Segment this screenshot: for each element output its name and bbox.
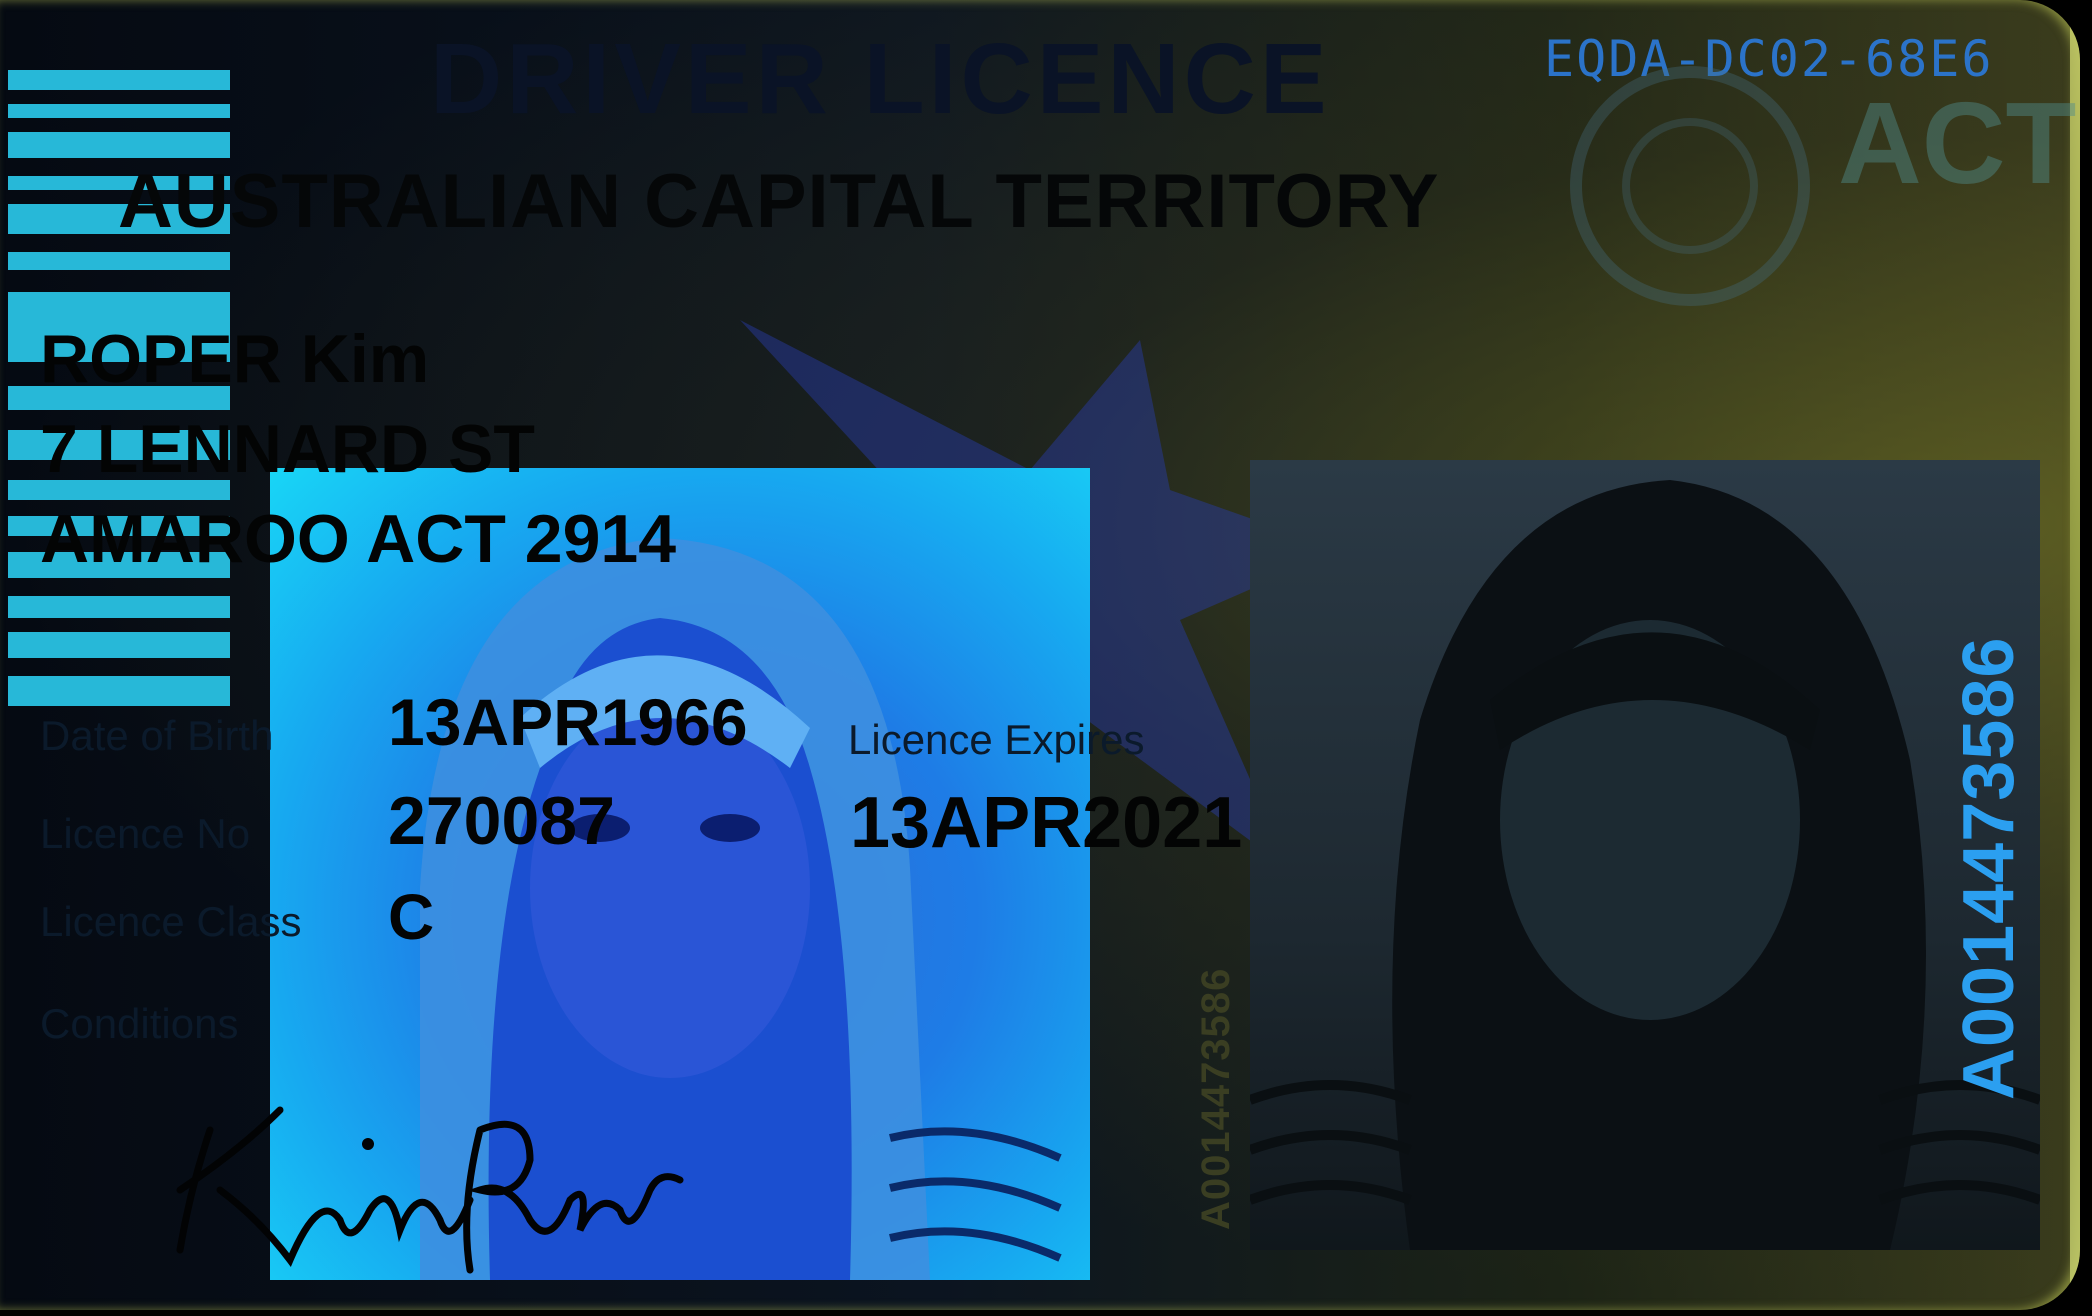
jurisdiction-heading: AUSTRALIAN CAPITAL TERRITORY <box>118 159 1440 244</box>
conditions-label: Conditions <box>40 1000 239 1047</box>
act-logo: ACT <box>1838 78 2077 208</box>
class-value: C <box>388 881 435 953</box>
address-line-1: 7 LENNARD ST <box>40 411 535 487</box>
expiry-label: Licence Expires <box>848 716 1145 763</box>
dob-value: 13APR1966 <box>388 685 748 759</box>
licence-no-value: 270087 <box>388 783 615 859</box>
holder-signature <box>150 1070 710 1280</box>
address-line-2: AMAROO ACT 2914 <box>40 501 677 577</box>
card-number-vertical: A0014473586 <box>1949 636 2029 1100</box>
ghost-photo <box>1250 460 2040 1250</box>
card-title: DRIVER LICENCE <box>430 23 1331 135</box>
dob-label: Date of Birth <box>40 712 274 759</box>
act-seal-icon <box>1570 66 1810 306</box>
holder-name: ROPER Kim <box>40 321 430 397</box>
expiry-value: 13APR2021 <box>850 783 1243 863</box>
class-label: Licence Class <box>40 898 302 945</box>
card-number-vertical-small: A0014473586 <box>1194 967 1238 1230</box>
licence-no-label: Licence No <box>40 810 251 857</box>
serial-code: EQDA-DC02-68E6 <box>1544 30 1994 88</box>
